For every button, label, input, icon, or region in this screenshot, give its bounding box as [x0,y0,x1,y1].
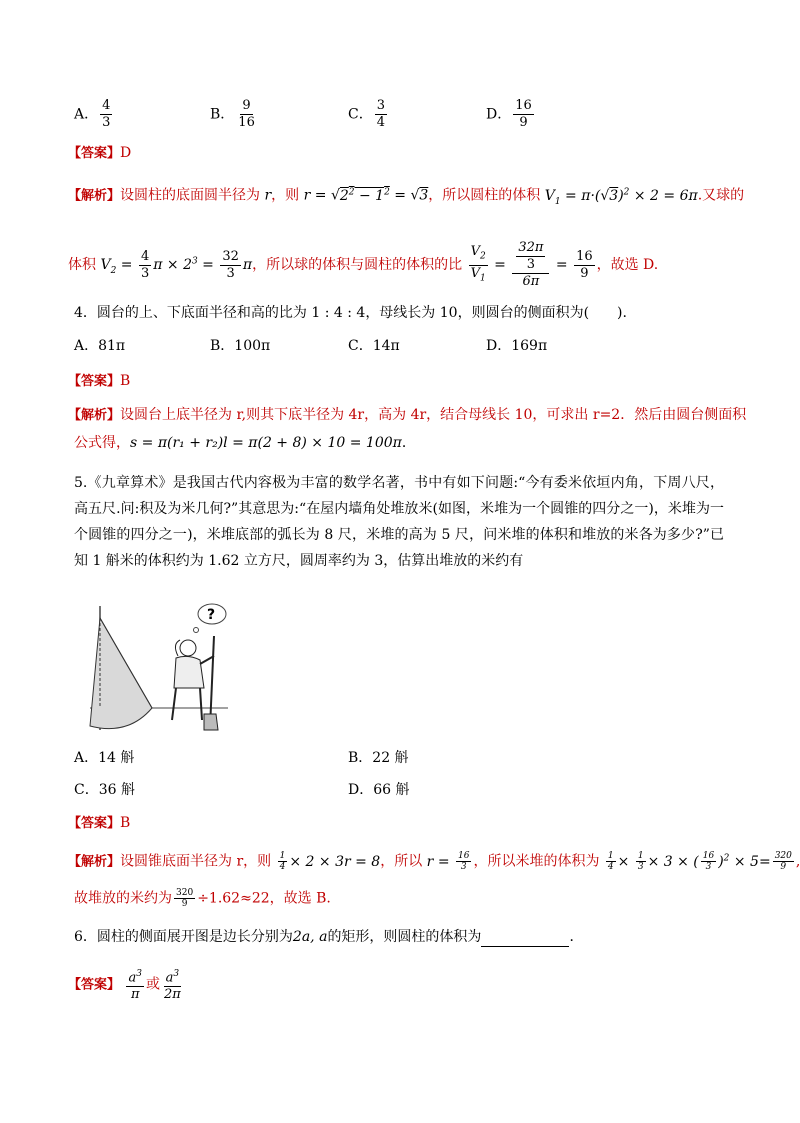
figure-question-mark: ? [207,607,216,623]
q3-option-c: C． $\frac{3}{4}$ [348,98,385,130]
q3-analysis-line2: 体积 $V_2$ = $\frac{4}{3}$ $\pi \times 2^3$ = $\frac{32}{3}$ π，所以球的体积与圆柱的体积的比 $\frac{V_2}{V_1}$ = $\frac{\frac{32\pi}{3}}{6\pi}$ = $\frac{16}{9}$ ，故选 D. [68,240,659,289]
q5-option-d: D．66 斛 [348,782,410,798]
q4-option-c: C．14π [348,338,400,354]
q3-analysis-line1: 【解析】设圆柱的底面圆半径为 r，则 $r = √2^2 - 1^2 = √3$，所以圆柱的体积 $V_1 = \pi\cdot(√3)^2 \times 2 = 6\pi$.又球的 [68,187,745,207]
q5-question: 5.《九章算术》是我国古代内容极为丰富的数学名著，书中有如下问题:“今有委米依垣内角，下周八尺，高五尺.问:积及为米几何?”其意思为:“在屋内墙角处堆放米(如图，米堆为一个圆锥的四分之一)，米堆为一个圆锥的四分之一)，米堆底部的弧长为 8 尺，米堆的高为 5 尺，问米堆的体积和堆放的米各为多少?”已知 1 斛米的体积约为 1.62 立方尺，圆周率约为 3，估算出堆放的米约有 [74,475,724,569]
q4-answer: 【答案】B [68,373,131,389]
q5-analysis-line2: 故堆放的米约为 $\frac{320}{9}$ ÷1.62≈22，故选 B. [74,888,331,909]
q4-question: 4．圆台的上、下底面半径和高的比为 1 : 4 : 4，母线长为 10，则圆台的侧面积为( ). [74,305,627,321]
q5-answer: 【答案】B [68,815,131,831]
q3-option-a: A． $\frac{4}{3}$ [74,98,111,130]
q4-option-a: A．81π [74,338,126,354]
q3-answer: 【答案】D [68,145,132,161]
q5-option-a: A．14 斛 [74,750,135,766]
q6-answer: 【答案】 $\frac{a^3}{\pi}$ 或 $\frac{a^3}{2\pi}$ [68,966,185,1003]
q3-option-d: D． $\frac{16}{9}$ [486,98,532,130]
q4-option-b: B．100π [210,338,271,354]
q5-option-c: C．36 斛 [74,782,135,798]
rice-pile-figure [88,596,228,736]
q6-question: 6．圆柱的侧面展开图是边长分别为2a, a的矩形，则圆柱的体积为 ． [74,929,584,945]
q4-analysis-line2: 公式得，s = π(r₁ + r₂)l = π(2 + 8) × 10 = 100π． [74,435,416,451]
q3-option-b: B． $\frac{9}{16}$ [210,98,255,130]
q5-option-b: B．22 斛 [348,750,409,766]
q4-analysis-line1: 【解析】设圆台上底半径为 r,则其下底半径为 4r，高为 4r，结合母线长 10，可求出 r=2．然后由圆台侧面积 [68,407,747,423]
q4-option-d: D．169π [486,338,548,354]
answer-blank[interactable] [481,932,569,947]
q5-analysis-line1: 【解析】设圆锥底面半径为 r，则 $\frac{1}{4}$ × 2 × 3r = 8，所以 r = $\frac{16}{3}$ ，所以米堆的体积为 $\frac{1}{4}$ × $\frac{1}{3}$ × 3 × ( $\frac{16}{3}$ )$^2$ × 5= $\frac{320}{9}$ , [68,851,800,873]
